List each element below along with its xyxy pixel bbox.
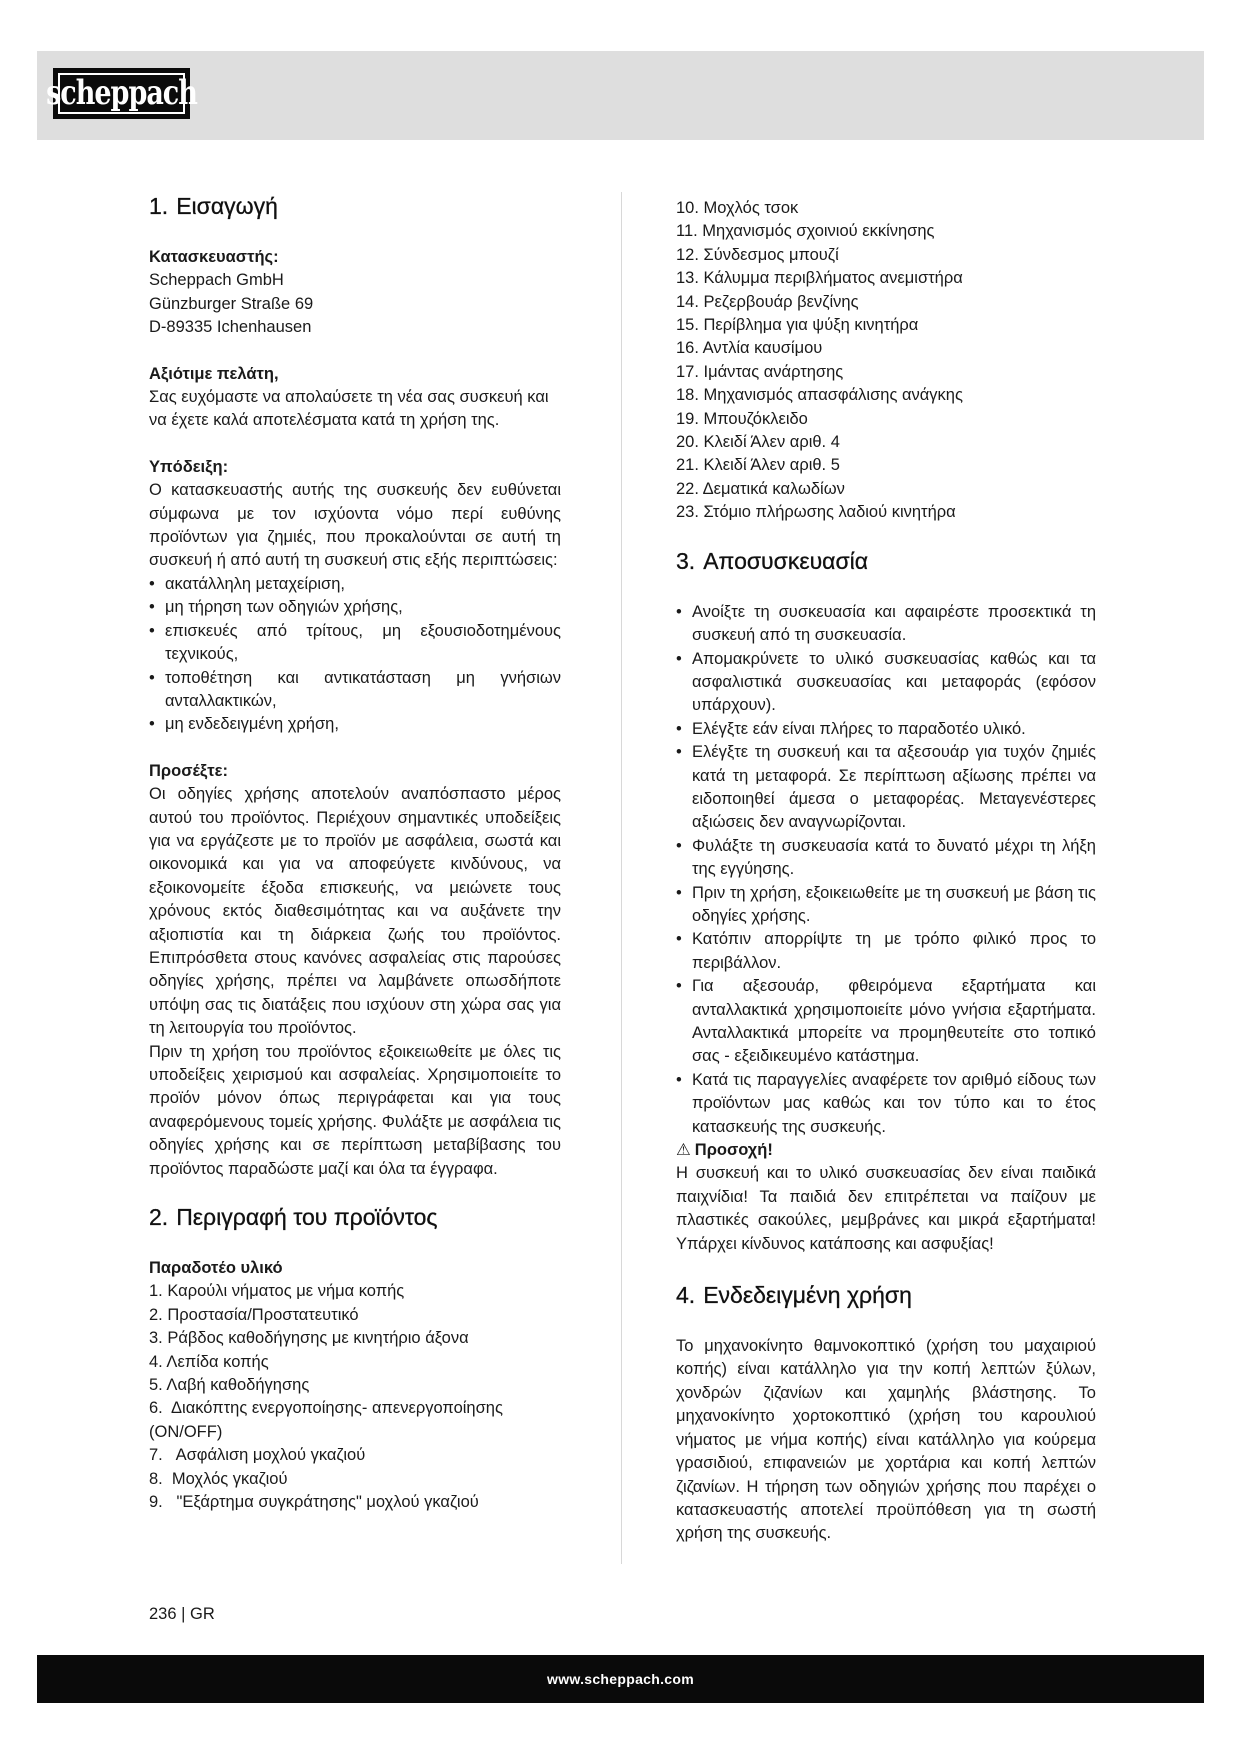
warning-icon: ⚠ [676,1141,691,1160]
footer-bar [37,1655,1204,1703]
section-3-heading: 3. Αποσυσκευασία [676,547,869,574]
list-item: 12. Σύνδεσμος μπουζί [676,245,839,264]
list-item: 5. Λαβή καθοδήγησης [149,1376,310,1395]
intended-use-text: Το μηχανοκίνητο θαμνοκοπτικό (χρήση του μαχαιριού κοπής) είναι κατάλληλο για την κοπή λεπτών ξύλων, χονδρών ζιζανίων και χαμηλής βλάστησης. Το μηχανοκίνητο χορτοκοπτικό (χρήση του καρουλιού νήματος με νήμα κοπής) είναι κατάλληλο για κούρεμα γρασιδιού, επιφανειών με χορτάρια και κοπή λεπτών ζιζανίων. Η τήρηση των οδηγιών χρήσης που παρέχει ο κατασκευαστής αποτελεί προϋπόθεση για τη σωστή χρήση της συσκευής. [676,1337,1096,1543]
list-item: • Απομακρύνετε το υλικό συσκευασίας καθώς και τα ασφαλιστικά συσκευασίας και μεταφοράς (εφόσον υπάρχουν). [676,648,1096,718]
list-item: • Φυλάξτε τη συσκευασία κατά το δυνατό μέχρι τη λήξη της εγγύησης. [676,835,1096,882]
warning-text: Η συσκευή και το υλικό συσκευασίας δεν είναι παιδικά παιχνίδια! Τα παιδιά δεν επιτρέπεται να παίζουν με πλαστικές σακούλες, μεμβράνες και μικρά εξαρτήματα! Υπάρχει κίνδυνος κατάποσης και ασφυξίας! [676,1164,1096,1253]
note-bullet-list [149,573,561,737]
list-item: 19. Μπουζόκλειδο [676,409,808,428]
list-item: 20. Κλειδί Άλεν αριθ. 4 [676,433,840,452]
list-item: 16. Αντλία καυσίμου [676,339,823,358]
unpacking-list [676,601,1096,1139]
manufacturer-label: Κατασκευαστής: [149,248,279,266]
list-item: 9. "Εξάρτημα συγκράτησης" μοχλού γκαζιού [149,1493,479,1512]
list-item: 22. Δεματικά καλωδίων [676,479,845,498]
scheppach-logo [46,68,197,119]
manufacturer-line: Scheppach GmbH [149,271,284,290]
note-label: Υπόδειξη: [149,457,229,476]
list-item: 10. Μοχλός τσοκ [676,199,799,217]
logo-text: scheppach [46,74,197,113]
manufacturer-block [149,246,561,340]
list-item: 23. Στόμιο πλήρωσης λαδιού κινητήρα [676,503,956,522]
section-2-heading: 2. Περιγραφή του προϊόντος [149,1204,438,1231]
column-divider [621,192,622,1564]
list-item: 2. Προστασία/Προστατευτικό [149,1305,359,1324]
list-item: • ακατάλληλη μεταχείριση, [149,573,561,596]
manufacturer-line: Günzburger Straße 69 [149,294,314,313]
page-header [37,51,1204,140]
list-item: 21. Κλειδί Άλεν αριθ. 5 [676,456,840,475]
scope-label: Παραδοτέο υλικό [149,1259,283,1278]
dear-customer-block [149,363,561,433]
attention-block [149,760,561,1181]
section-4-heading: 4. Ενδεδειγμένη χρήση [676,1282,912,1309]
section-1-heading: 1. Εισαγωγή [149,193,278,219]
dear-customer-text: Σας ευχόμαστε να απολαύσετε τη νέα σας συσκευή και να έχετε καλά αποτελέσματα κατά τη χρήση της. [149,388,549,430]
list-item: 17. Ιμάντας ανάρτησης [676,362,844,381]
warning-label-row [676,1139,1096,1162]
list-item: • μη τήρηση των οδηγιών χρήσης, [149,596,561,619]
page-number: 236 | GR [149,1605,215,1623]
list-item: • Κατόπιν απορρίψτε τη με τρόπο φιλικό προς το περιβάλλον. [676,928,1096,975]
parts-list-continued [676,197,1096,525]
manufacturer-line: D-89335 Ichenhausen [149,318,312,337]
list-item: 15. Περίβλημα για ψύξη κινητήρα [676,316,919,335]
list-item: 1. Καρούλι νήματος με νήμα κοπής [149,1282,405,1301]
warning-block [676,1139,1096,1256]
list-item: 4. Λεπίδα κοπής [149,1352,269,1371]
attention-label: Προσέξτε: [149,761,228,780]
warning-label: Προσοχή! [694,1141,773,1160]
list-item: • τοποθέτηση και αντικατάσταση μη γνήσιων ανταλλακτικών, [149,667,561,714]
list-item: • Πριν τη χρήση, εξοικειωθείτε με τη συσκευή με βάση τις οδηγίες χρήσης. [676,882,1096,929]
list-item: 7. Ασφάλιση μοχλού γκαζιού [149,1446,366,1465]
list-item: 13. Κάλυμμα περιβλήματος ανεμιστήρα [676,269,963,288]
left-column [149,190,561,1515]
right-column [676,197,1096,1546]
list-item: • Ελέγξτε εάν είναι πλήρες το παραδοτέο υλικό. [676,718,1096,741]
parts-list [149,1280,561,1514]
list-item: • Ελέγξτε τη συσκευή και τα αξεσουάρ για τυχόν ζημιές κατά τη μεταφορά. Σε περίπτωση αξίωσης πρέπει να ειδοποιηθεί άμεσα ο μεταφορέας. Μεταγενέστερες αξιώσεις δεν αναγνωρίζονται. [676,741,1096,835]
list-item: • Για αξεσουάρ, φθειρόμενα εξαρτήματα και ανταλλακτικά χρησιμοποιείτε μόνο γνήσια εξαρτήματα. Ανταλλακτικά μπορείτε να προμηθευτείτε στο τοπικό σας - εξειδικευμένο κατάστημα. [676,975,1096,1069]
list-item: • μη ενδεδειγμένη χρήση, [149,713,561,736]
list-item: 6. Διακόπτης ενεργοποίησης- απενεργοποίησης (ON/OFF) [149,1399,508,1441]
dear-customer-label: Αξιότιμε πελάτη, [149,364,279,383]
list-item: 11. Μηχανισμός σχοινιού εκκίνησης [676,222,935,241]
scope-of-delivery [149,1257,561,1514]
list-item: 3. Ράβδος καθοδήγησης με κινητήριο άξονα [149,1329,469,1348]
list-item: • Ανοίξτε τη συσκευασία και αφαιρέστε προσεκτικά τη συσκευή από τη συσκευασία. [676,601,1096,648]
website-link[interactable]: www.scheppach.com [547,1671,694,1687]
list-item: • Κατά τις παραγγελίες αναφέρετε τον αριθμό είδους των προϊόντων μας καθώς και τον τύπο και το έτος κατασκευής της συσκευής. [676,1069,1096,1139]
attention-text: Πριν τη χρήση του προϊόντος εξοικειωθείτε με όλες τις υποδείξεις χειρισμού και ασφαλείας. Χρησιμοποιείτε το προϊόν μόνον όπως περιγράφεται και για τους αναφερόμενους τομείς χρήσης. Φυλάξτε με ασφάλεια τις οδηγίες χρήσης και σε περίπτωση μεταβίβασης του προϊόντος παραδώστε μαζί και όλα τα έγγραφα. [149,1042,561,1178]
note-text: Ο κατασκευαστής αυτής της συσκευής δεν ευθύνεται σύμφωνα με τον ισχύοντα νόμο περί ευθύνης προϊόντων για ζημιές, που προκαλούνται σε αυτή τη συσκευή ή από αυτή τη συσκευή στις εξής περιπτώσεις: [149,481,561,570]
attention-text: Οι οδηγίες χρήσης αποτελούν αναπόσπαστο μέρος αυτού του προϊόντος. Περιέχουν σημαντικές υποδείξεις για να εργάζεστε με το προϊόν με ασφάλεια, σωστά και οικονομικά και για να αποφεύγετε κινδύνους, να εξοικονομείτε έξοδα επισκευής, να μειώνετε τους χρόνους εκτός διαθεσιμότητας και να αυξάνετε την αξιοπιστία και τη διάρκεια ζωής του προϊόντος. Επιπρόσθετα στους κανόνες ασφαλείας στις παρούσες οδηγίες χρήσης, πρέπει να λαμβάνετε οπωσδήποτε υπόψη σας τις διατάξεις που ισχύουν στη χώρα σας για τη λειτουργία του προϊόντος. [149,785,561,1038]
list-item: 14. Ρεζερβουάρ βενζίνης [676,292,859,311]
list-item: • επισκευές από τρίτους, μη εξουσιοδοτημένους τεχνικούς, [149,620,561,667]
note-block [149,456,561,737]
list-item: 8. Μοχλός γκαζιού [149,1469,288,1488]
list-item: 18. Μηχανισμός απασφάλισης ανάγκης [676,386,963,405]
